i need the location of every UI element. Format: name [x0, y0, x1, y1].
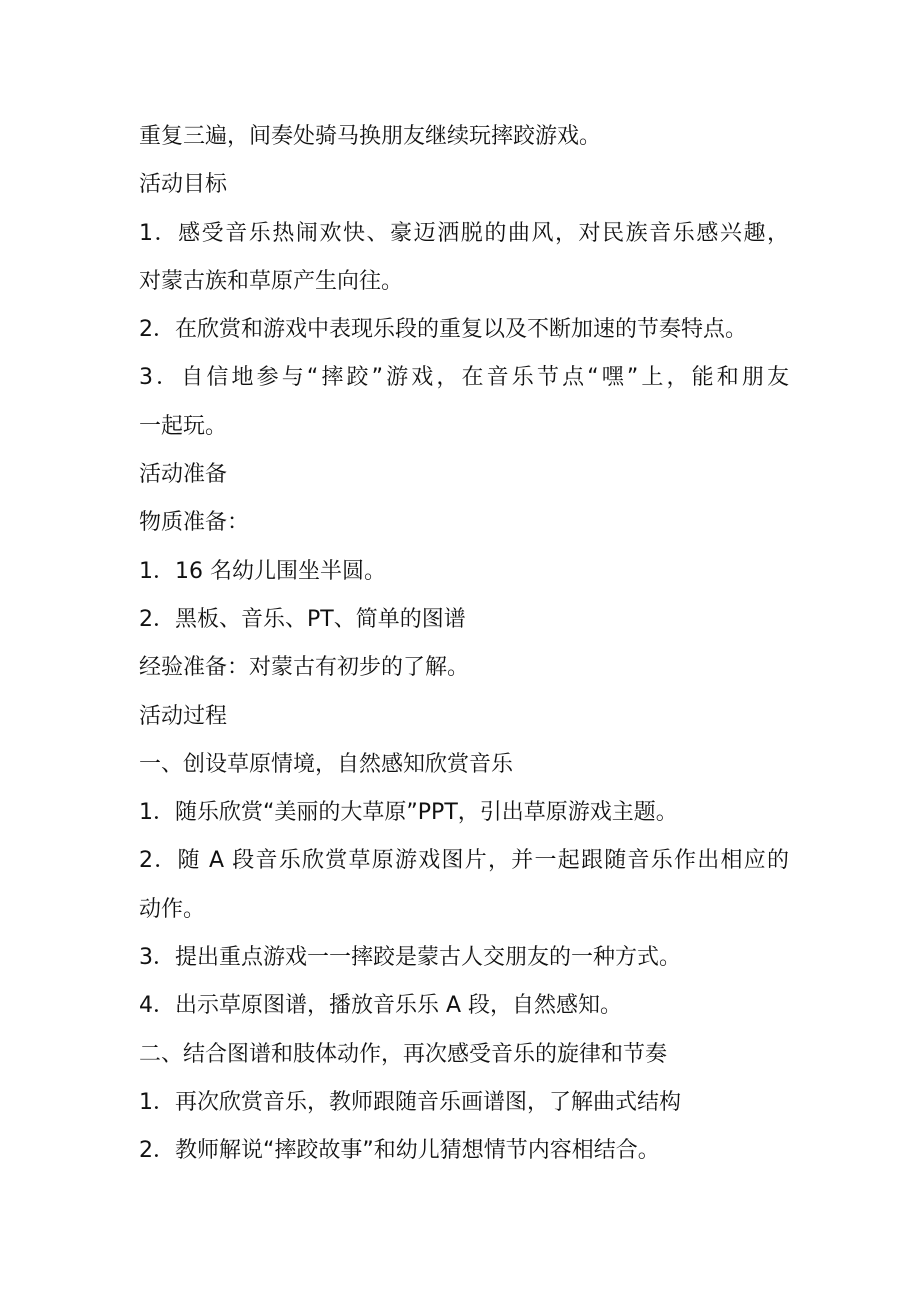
section-heading-process: 活动过程 [139, 703, 228, 729]
process-item-2-2: 2．教师解说“摔跤故事”和幼儿猜想情节内容相结合。 [139, 1138, 660, 1164]
section-heading-preparation: 活动准备 [139, 462, 228, 488]
experience-preparation: 经验准备：对蒙古有初步的了解。 [139, 655, 470, 681]
goal-item-2: 2．在欣赏和游戏中表现乐段的重复以及不断加速的节奏特点。 [139, 317, 747, 343]
goal-item-3: 3．自信地参与“摔跤”游戏，在音乐节点“嘿”上，能和朋友 [139, 365, 789, 391]
material-item-1: 1．16 名幼儿围坐半圆。 [139, 558, 386, 584]
process-item-1-1: 1．随乐欣赏“美丽的大草原”PPT，引出草原游戏主题。 [139, 800, 678, 826]
material-item-2: 2．黑板、音乐、PT、简单的图谱 [139, 606, 466, 632]
goal-item-1-continued: 对蒙古族和草原产生向往。 [139, 268, 404, 294]
process-step-heading-1: 一、创设草原情境，自然感知欣赏音乐 [139, 751, 514, 777]
goal-item-1: 1．感受音乐热闹欢快、豪迈洒脱的曲风，对民族音乐感兴趣， [139, 220, 789, 246]
process-item-1-2-continued: 动作。 [139, 896, 206, 922]
subheading-material-preparation: 物质准备： [139, 510, 250, 536]
goal-item-3-continued: 一起玩。 [139, 413, 228, 439]
process-step-heading-2: 二、结合图谱和肢体动作，再次感受音乐的旋律和节奏 [139, 1041, 668, 1067]
process-item-2-1: 1．再次欣赏音乐，教师跟随音乐画谱图，了解曲式结构 [139, 1089, 681, 1115]
paragraph-line: 重复三遍，间奏处骑马换朋友继续玩摔跤游戏。 [139, 124, 602, 149]
document-body [139, 113, 789, 1176]
section-heading-goals: 活动目标 [139, 172, 228, 198]
process-item-1-3: 3．提出重点游戏一一摔跤是蒙古人交朋友的一种方式。 [139, 945, 681, 971]
process-item-1-4: 4．出示草原图谱，播放音乐乐 A 段，自然感知。 [139, 993, 623, 1019]
process-item-1-2: 2．随 A 段音乐欣赏草原游戏图片，并一起跟随音乐作出相应的 [139, 848, 789, 874]
